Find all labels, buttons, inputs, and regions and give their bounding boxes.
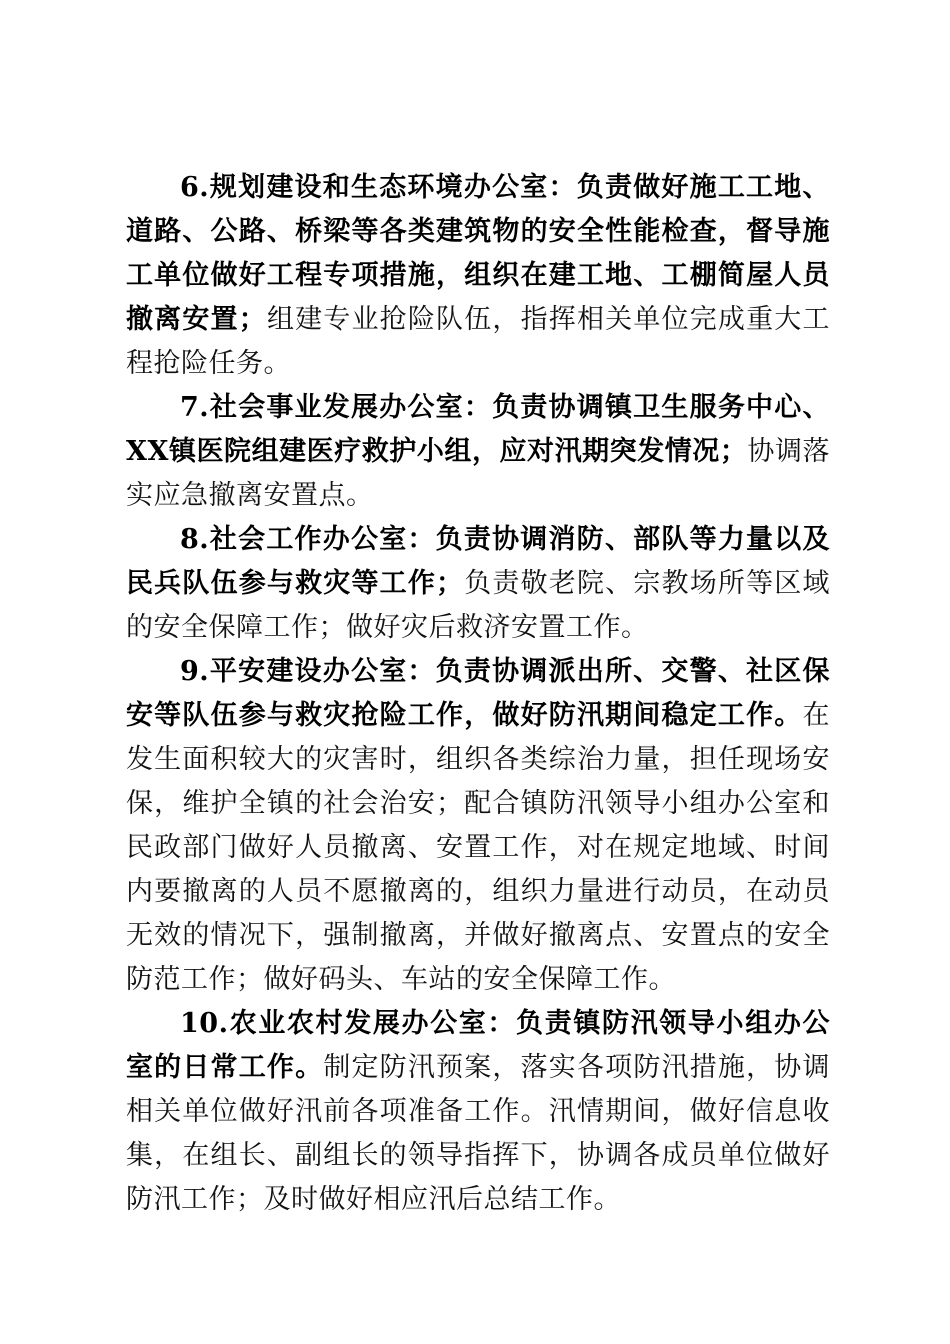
paragraph-body: 制定防汛预案，落实各项防汛措施，协调相关单位做好汛前各项准备工作。汛情期间，做好信息收集，在组长、副组长的领导指挥下，协调各成员单位做好防汛工作；及时做好相应汛后总结工作。 (126, 1052, 830, 1215)
paragraph-lead: 10.农业农村发展办公室：负责镇防汛领导小组办公室的日常工作。 (126, 1008, 830, 1083)
paragraph-body: 协调落实应急撤离安置点。 (126, 436, 830, 511)
paragraph-social-work-office (126, 518, 830, 650)
paragraph-lead: 9.平安建设办公室：负责协调派出所、交警、社区保安等队伍参与救灾抢险工作，做好防汛期间稳定工作。 (126, 656, 830, 731)
paragraph-public-safety-office (126, 650, 830, 1002)
paragraph-planning-office (126, 166, 830, 386)
paragraph-lead: 7.社会事业发展办公室：负责协调镇卫生服务中心、XX镇医院组建医疗救护小组，应对汛期突发情况； (126, 392, 830, 467)
paragraph-lead: 8.社会工作办公室：负责协调消防、部队等力量以及民兵队伍参与救灾等工作； (126, 524, 830, 599)
paragraph-social-affairs-office (126, 386, 830, 518)
paragraph-agriculture-office (126, 1002, 830, 1222)
paragraph-body: 负责敬老院、宗教场所等区域的安全保障工作；做好灾后救济安置工作。 (126, 568, 830, 643)
paragraph-body: 组建专业抢险队伍，指挥相关单位完成重大工程抢险任务。 (126, 304, 830, 379)
paragraph-body: 在发生面积较大的灾害时，组织各类综治力量，担任现场安保，维护全镇的社会治安；配合镇防汛领导小组办公室和民政部门做好人员撤离、安置工作，对在规定地域、时间内要撤离的人员不愿撤离的，组织力量进行动员，在动员无效的情况下，强制撤离，并做好撤离点、安置点的安全防范工作；做好码头、车站的安全保障工作。 (126, 700, 830, 995)
paragraph-lead: 6.规划建设和生态环境办公室：负责做好施工工地、道路、公路、桥梁等各类建筑物的安全性能检查，督导施工单位做好工程专项措施，组织在建工地、工棚简屋人员撤离安置； (126, 172, 830, 335)
